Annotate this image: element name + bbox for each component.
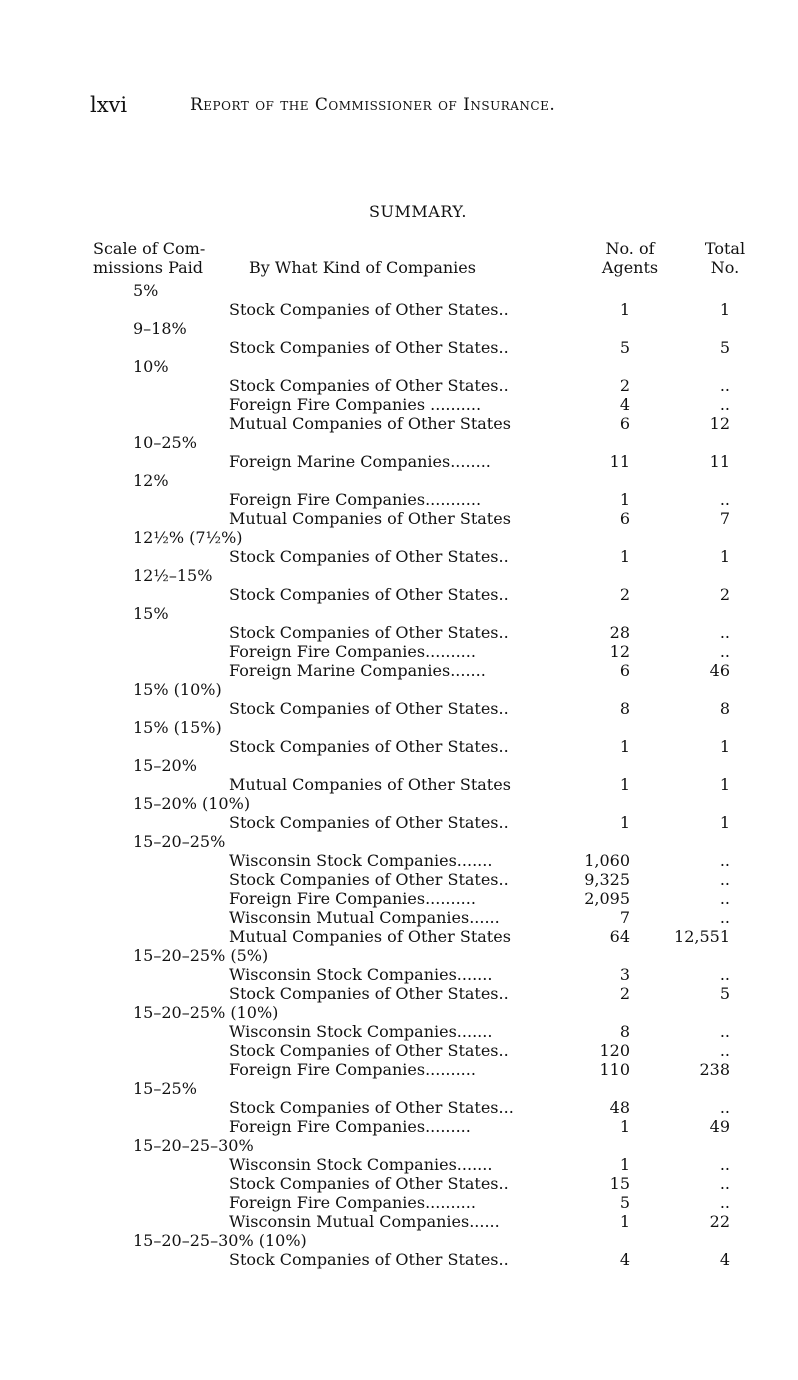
total-count: 8 <box>719 699 730 718</box>
table-row <box>0 661 798 680</box>
agents-count: 7 <box>619 908 630 927</box>
table-row <box>0 737 798 756</box>
total-count: 7 <box>719 509 730 528</box>
column-header-total-line1: Total <box>704 239 746 258</box>
agents-count: 48 <box>609 1098 630 1117</box>
table-row <box>0 376 798 395</box>
company-kind: Foreign Fire Companies.......... <box>229 889 476 908</box>
table-row <box>0 851 798 870</box>
agents-count: 1 <box>619 1117 630 1136</box>
agents-count: 1 <box>619 737 630 756</box>
table-row <box>0 414 798 433</box>
company-kind: Stock Companies of Other States.. <box>229 338 509 357</box>
company-kind: Wisconsin Stock Companies....... <box>229 1022 493 1041</box>
rate-heading: 15% (10%) <box>133 680 222 699</box>
rate-heading: 15–20–25–30% (10%) <box>133 1231 307 1250</box>
total-count: .. <box>719 642 730 661</box>
agents-count: 1 <box>619 300 630 319</box>
total-count: 1 <box>719 775 730 794</box>
rate-heading: 10% <box>133 357 169 376</box>
total-count: .. <box>719 1174 730 1193</box>
company-kind: Foreign Fire Companies......... <box>229 1117 471 1136</box>
rate-heading: 15–20% (10%) <box>133 794 251 813</box>
table-row <box>0 699 798 718</box>
total-count: 5 <box>719 984 730 1003</box>
total-count: .. <box>719 965 730 984</box>
total-count: 2 <box>719 585 730 604</box>
rate-heading: 10–25% <box>133 433 197 452</box>
company-kind: Foreign Fire Companies........... <box>229 490 482 509</box>
column-header-total-line2: No. <box>710 258 740 277</box>
table-row <box>0 509 798 528</box>
agents-count: 4 <box>619 1250 630 1269</box>
company-kind: Stock Companies of Other States.. <box>229 1250 509 1269</box>
company-kind: Mutual Companies of Other States <box>229 775 511 794</box>
table-row <box>0 965 798 984</box>
company-kind: Stock Companies of Other States.. <box>229 813 509 832</box>
agents-count: 1 <box>619 490 630 509</box>
total-count: 12 <box>709 414 730 433</box>
table-row <box>0 623 798 642</box>
table-row <box>0 813 798 832</box>
agents-count: 1 <box>619 775 630 794</box>
company-kind: Stock Companies of Other States.. <box>229 547 509 566</box>
rate-heading: 15–20–25% (5%) <box>133 946 269 965</box>
column-header-kind: By What Kind of Companies <box>249 258 476 277</box>
table-row <box>0 300 798 319</box>
table-row <box>0 1022 798 1041</box>
agents-count: 1 <box>619 1212 630 1231</box>
agents-count: 2,095 <box>584 889 630 908</box>
company-kind: Wisconsin Stock Companies....... <box>229 965 493 984</box>
total-count: .. <box>719 1155 730 1174</box>
table-row <box>0 1117 798 1136</box>
total-count: .. <box>719 1041 730 1060</box>
company-kind: Wisconsin Stock Companies....... <box>229 1155 493 1174</box>
total-count: .. <box>719 1098 730 1117</box>
rate-heading: 15% <box>133 604 169 623</box>
company-kind: Stock Companies of Other States.. <box>229 376 509 395</box>
rate-heading: 5% <box>133 281 159 300</box>
agents-count: 1,060 <box>584 851 630 870</box>
agents-count: 110 <box>599 1060 630 1079</box>
rate-heading: 15% (15%) <box>133 718 222 737</box>
agents-count: 1 <box>619 1155 630 1174</box>
total-count: 5 <box>719 338 730 357</box>
total-count: .. <box>719 851 730 870</box>
total-count: .. <box>719 870 730 889</box>
agents-count: 2 <box>619 984 630 1003</box>
total-count: .. <box>719 1193 730 1212</box>
total-count: 1 <box>719 813 730 832</box>
company-kind: Mutual Companies of Other States <box>229 927 511 946</box>
company-kind: Foreign Fire Companies.......... <box>229 1060 476 1079</box>
company-kind: Stock Companies of Other States.. <box>229 984 509 1003</box>
total-count: 49 <box>709 1117 730 1136</box>
total-count: .. <box>719 395 730 414</box>
rate-heading: 12% <box>133 471 169 490</box>
column-header-scale <box>93 239 205 277</box>
company-kind: Mutual Companies of Other States <box>229 509 511 528</box>
page-title: SUMMARY. <box>369 202 467 221</box>
table-row <box>0 1098 798 1117</box>
page-number: lxvi <box>90 93 128 117</box>
agents-count: 9,325 <box>584 870 630 889</box>
rate-heading: 15–20–25% <box>133 832 226 851</box>
column-header-agents <box>560 239 700 277</box>
agents-count: 5 <box>619 1193 630 1212</box>
company-kind: Foreign Fire Companies.......... <box>229 642 476 661</box>
company-kind: Foreign Fire Companies .......... <box>229 395 482 414</box>
company-kind: Stock Companies of Other States.. <box>229 300 509 319</box>
total-count: .. <box>719 889 730 908</box>
agents-count: 15 <box>609 1174 630 1193</box>
table-row <box>0 1250 798 1269</box>
agents-count: 120 <box>599 1041 630 1060</box>
agents-count: 6 <box>619 509 630 528</box>
agents-count: 4 <box>619 395 630 414</box>
table-row <box>0 395 798 414</box>
company-kind: Wisconsin Mutual Companies...... <box>229 1212 500 1231</box>
column-header-scale-line2: missions Paid <box>93 258 204 277</box>
company-kind: Stock Companies of Other States.. <box>229 623 509 642</box>
table-row <box>0 927 798 946</box>
total-count: 1 <box>719 737 730 756</box>
rate-heading: 15–25% <box>133 1079 197 1098</box>
table-row <box>0 642 798 661</box>
company-kind: Stock Companies of Other States.. <box>229 585 509 604</box>
company-kind: Stock Companies of Other States.. <box>229 699 509 718</box>
company-kind: Wisconsin Mutual Companies...... <box>229 908 500 927</box>
company-kind: Foreign Marine Companies....... <box>229 661 486 680</box>
company-kind: Wisconsin Stock Companies....... <box>229 851 493 870</box>
agents-count: 1 <box>619 547 630 566</box>
table-row <box>0 1155 798 1174</box>
total-count: .. <box>719 623 730 642</box>
agents-count: 28 <box>609 623 630 642</box>
company-kind: Mutual Companies of Other States <box>229 414 511 433</box>
company-kind: Stock Companies of Other States.. <box>229 737 509 756</box>
total-count: .. <box>719 376 730 395</box>
table-row <box>0 870 798 889</box>
total-count: 4 <box>719 1250 730 1269</box>
column-header-agents-line1: No. of <box>605 239 655 258</box>
rate-heading: 12½% (7½%) <box>133 528 243 547</box>
table-row <box>0 984 798 1003</box>
table-row <box>0 908 798 927</box>
rate-heading: 9–18% <box>133 319 187 338</box>
agents-count: 6 <box>619 661 630 680</box>
agents-count: 1 <box>619 813 630 832</box>
total-count: 22 <box>709 1212 730 1231</box>
rate-heading: 15–20% <box>133 756 197 775</box>
rate-heading: 15–20–25% (10%) <box>133 1003 279 1022</box>
agents-count: 3 <box>619 965 630 984</box>
agents-count: 8 <box>619 1022 630 1041</box>
agents-count: 6 <box>619 414 630 433</box>
company-kind: Stock Companies of Other States... <box>229 1098 514 1117</box>
table-row <box>0 490 798 509</box>
agents-count: 8 <box>619 699 630 718</box>
rate-heading: 12½–15% <box>133 566 213 585</box>
agents-count: 11 <box>609 452 630 471</box>
total-count: .. <box>719 908 730 927</box>
column-header-agents-line2: Agents <box>601 258 659 277</box>
total-count: 11 <box>709 452 730 471</box>
rate-heading: 15–20–25–30% <box>133 1136 254 1155</box>
table-row <box>0 452 798 471</box>
total-count: .. <box>719 1022 730 1041</box>
column-header-scale-line1: Scale of Com- <box>93 239 206 258</box>
table-row <box>0 338 798 357</box>
table-row <box>0 1060 798 1079</box>
table-row <box>0 1193 798 1212</box>
agents-count: 2 <box>619 376 630 395</box>
table-row <box>0 1212 798 1231</box>
agents-count: 12 <box>609 642 630 661</box>
table-row <box>0 775 798 794</box>
table-row <box>0 1041 798 1060</box>
total-count: 46 <box>709 661 730 680</box>
agents-count: 64 <box>609 927 630 946</box>
total-count: 1 <box>719 300 730 319</box>
total-count: 1 <box>719 547 730 566</box>
company-kind: Foreign Marine Companies........ <box>229 452 491 471</box>
agents-count: 5 <box>619 338 630 357</box>
table-row <box>0 889 798 908</box>
agents-count: 2 <box>619 585 630 604</box>
summary-table <box>0 281 798 1269</box>
table-row <box>0 1174 798 1193</box>
column-header-total <box>690 239 760 277</box>
total-count: 12,551 <box>674 927 730 946</box>
total-count: 238 <box>699 1060 730 1079</box>
company-kind: Stock Companies of Other States.. <box>229 1041 509 1060</box>
total-count: .. <box>719 490 730 509</box>
company-kind: Stock Companies of Other States.. <box>229 1174 509 1193</box>
company-kind: Foreign Fire Companies.......... <box>229 1193 476 1212</box>
running-head: Report of the Commissioner of Insurance. <box>190 95 556 115</box>
company-kind: Stock Companies of Other States.. <box>229 870 509 889</box>
table-row <box>0 547 798 566</box>
table-row <box>0 585 798 604</box>
